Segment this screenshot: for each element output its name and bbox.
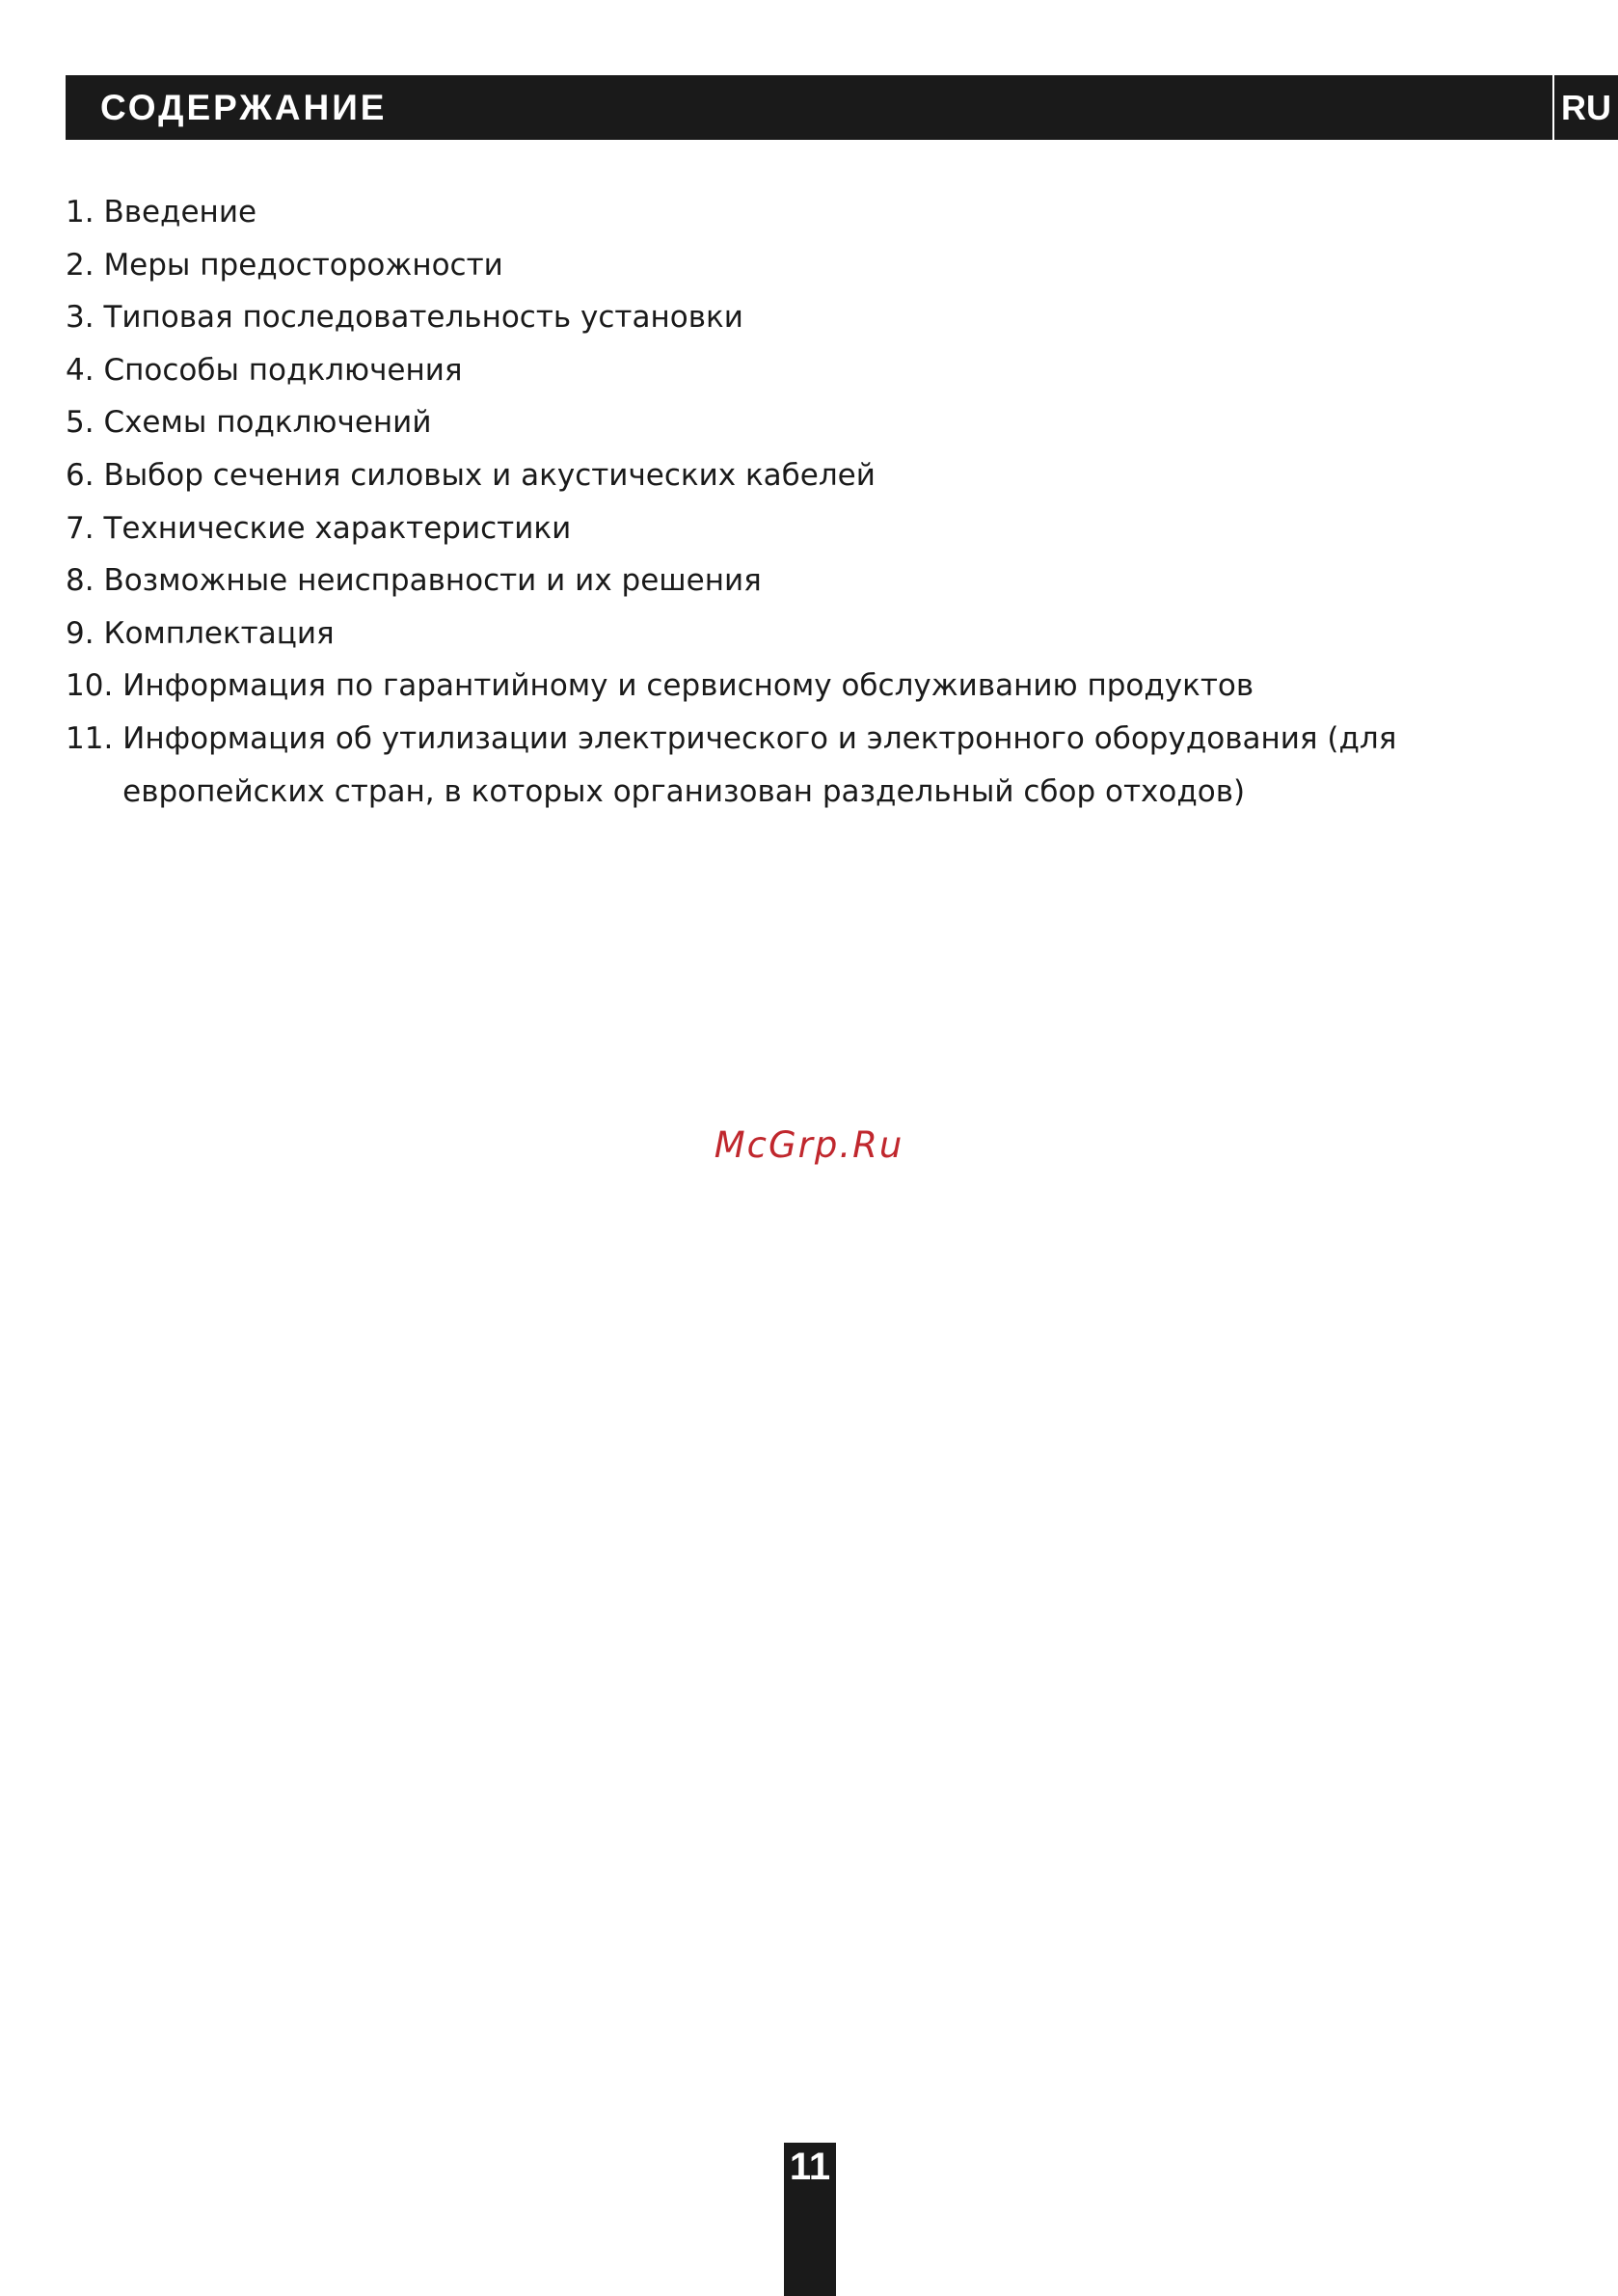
toc-item-label: Способы подключения bbox=[103, 352, 463, 388]
toc-item-label: Информация по гарантийному и сервисному обслуживанию продуктов bbox=[122, 668, 1254, 704]
section-header-bar bbox=[66, 75, 1552, 140]
toc-item-specifications[interactable] bbox=[66, 502, 1570, 555]
toc-item-number: 3. bbox=[66, 300, 104, 336]
toc-item-wiring-diagrams[interactable] bbox=[66, 396, 1570, 449]
toc-item-connection-methods[interactable] bbox=[66, 344, 1570, 397]
toc-item-installation[interactable] bbox=[66, 291, 1570, 344]
toc-item-label: Комплектация bbox=[103, 615, 335, 651]
toc-item-label: Меры предосторожности bbox=[103, 247, 503, 283]
toc-item-number: 10. bbox=[66, 668, 123, 704]
language-badge: RU bbox=[1554, 75, 1618, 140]
toc-item-label: Введение bbox=[103, 195, 257, 230]
toc-item-number: 1. bbox=[66, 195, 104, 230]
toc-item-troubleshooting[interactable] bbox=[66, 554, 1570, 608]
toc-item-warranty[interactable] bbox=[66, 660, 1570, 713]
toc-item-safety[interactable] bbox=[66, 239, 1570, 292]
toc-item-number: 2. bbox=[66, 247, 104, 283]
toc-item-number: 6. bbox=[66, 457, 104, 493]
toc-item-label: Выбор сечения силовых и акустических кабелей bbox=[103, 457, 876, 493]
toc-item-cable-selection[interactable] bbox=[66, 449, 1570, 502]
toc-item-number: 5. bbox=[66, 405, 104, 441]
toc-item-number: 7. bbox=[66, 510, 104, 546]
toc-item-label: Технические характеристики bbox=[103, 510, 572, 546]
table-of-contents bbox=[66, 186, 1570, 818]
page-title: СОДЕРЖАНИЕ bbox=[100, 88, 388, 127]
toc-item-number: 8. bbox=[66, 563, 104, 599]
toc-item-disposal[interactable] bbox=[66, 713, 1570, 818]
toc-item-package-contents[interactable] bbox=[66, 608, 1570, 661]
toc-item-label: Возможные неисправности и их решения bbox=[103, 563, 762, 599]
toc-item-label: Типовая последовательность установки bbox=[103, 300, 743, 336]
toc-item-label: Информация об утилизации электрического и электронного оборудования (для европейских стран, в которых организован раздельный сбор отходов) bbox=[122, 720, 1397, 809]
toc-item-label: Схемы подключений bbox=[103, 405, 432, 441]
page-number: 11 bbox=[784, 2143, 836, 2296]
toc-item-number: 4. bbox=[66, 352, 104, 388]
watermark: McGrp.Ru bbox=[714, 1124, 904, 1166]
toc-item-introduction[interactable] bbox=[66, 186, 1570, 239]
toc-item-number: 11. bbox=[66, 720, 123, 756]
toc-item-number: 9. bbox=[66, 615, 104, 651]
